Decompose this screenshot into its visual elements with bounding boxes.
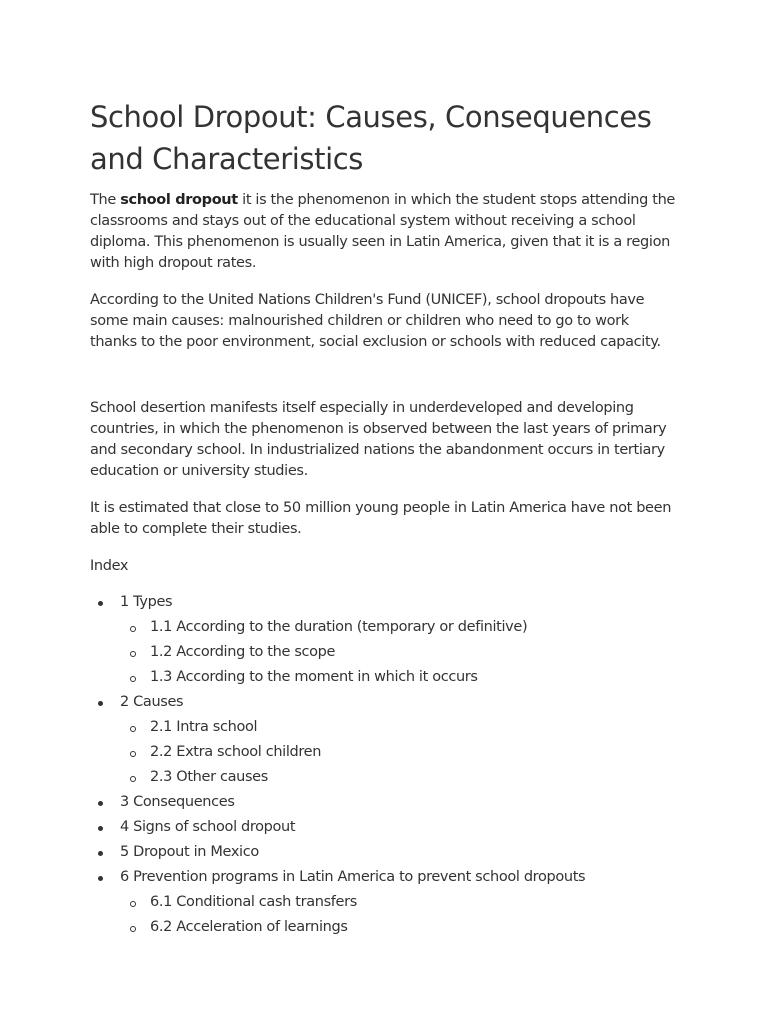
bullet-icon bbox=[98, 701, 103, 706]
toc-item-label[interactable]: 2 Causes bbox=[120, 694, 184, 710]
bullet-icon bbox=[98, 826, 103, 831]
toc-subitem-label[interactable]: 6.2 Acceleration of learnings bbox=[150, 919, 348, 935]
toc-subitem[interactable] bbox=[120, 917, 678, 938]
circle-bullet-icon bbox=[130, 651, 136, 657]
toc-subitem-label[interactable]: 2.1 Intra school bbox=[150, 719, 258, 735]
intro-rest: it is the phenomenon in which the student stops attending the classrooms and stays out of the educational system without receiving a school diploma. This phenomenon is usually seen in Latin America, given that it is a region with high dropout rates. bbox=[90, 192, 675, 271]
toc-subitem-label[interactable]: 2.3 Other causes bbox=[150, 769, 268, 785]
toc-item[interactable] bbox=[90, 692, 678, 788]
toc-sublist bbox=[120, 617, 678, 688]
toc-sublist bbox=[120, 717, 678, 788]
circle-bullet-icon bbox=[130, 726, 136, 732]
toc-subitem-label[interactable]: 1.1 According to the duration (temporary or definitive) bbox=[150, 619, 528, 635]
toc-subitem-label[interactable]: 2.2 Extra school children bbox=[150, 744, 322, 760]
circle-bullet-icon bbox=[130, 626, 136, 632]
intro-paragraph bbox=[90, 190, 678, 274]
desertion-paragraph: School desertion manifests itself especially in underdeveloped and developing countries, in which the phenomenon is observed between the last years of primary and secondary school. In industrialized nations the abandonment occurs in tertiary education or university studies. bbox=[90, 400, 667, 479]
bullet-icon bbox=[98, 876, 103, 881]
page-title: School Dropout: Causes, Consequences and Characteristics bbox=[90, 100, 652, 176]
toc-item[interactable] bbox=[90, 792, 678, 813]
toc-subitem[interactable] bbox=[120, 742, 678, 763]
toc-subitem-label[interactable]: 1.3 According to the moment in which it occurs bbox=[150, 669, 478, 685]
circle-bullet-icon bbox=[130, 926, 136, 932]
table-of-contents bbox=[90, 592, 678, 938]
unicef-paragraph: According to the United Nations Children's Fund (UNICEF), school dropouts have some main causes: malnourished children or children who need to go to work thanks to the poor environment, social exclusion or schools with reduced capacity. bbox=[90, 292, 661, 350]
intro-prefix: The bbox=[90, 192, 121, 208]
toc-item-label[interactable]: 5 Dropout in Mexico bbox=[120, 844, 259, 860]
toc-item-label[interactable]: 4 Signs of school dropout bbox=[120, 819, 296, 835]
circle-bullet-icon bbox=[130, 751, 136, 757]
toc-subitem[interactable] bbox=[120, 667, 678, 688]
toc-item[interactable] bbox=[90, 592, 678, 688]
intro-bold-term: school dropout bbox=[120, 192, 238, 208]
index-label: Index bbox=[90, 558, 129, 574]
toc-subitem[interactable] bbox=[120, 892, 678, 913]
toc-item[interactable] bbox=[90, 867, 678, 938]
estimate-paragraph: It is estimated that close to 50 million young people in Latin America have not been able to complete their studies. bbox=[90, 500, 672, 537]
toc-sublist bbox=[120, 892, 678, 938]
bullet-icon bbox=[98, 801, 103, 806]
bullet-icon bbox=[98, 851, 103, 856]
circle-bullet-icon bbox=[130, 776, 136, 782]
toc-subitem[interactable] bbox=[120, 767, 678, 788]
toc-subitem-label[interactable]: 1.2 According to the scope bbox=[150, 644, 336, 660]
toc-subitem[interactable] bbox=[120, 642, 678, 663]
toc-subitem-label[interactable]: 6.1 Conditional cash transfers bbox=[150, 894, 357, 910]
toc-item-label[interactable]: 1 Types bbox=[120, 594, 173, 610]
toc-item-label[interactable]: 6 Prevention programs in Latin America to prevent school dropouts bbox=[120, 869, 586, 885]
toc-item[interactable] bbox=[90, 842, 678, 863]
document-page bbox=[90, 96, 678, 942]
bullet-icon bbox=[98, 601, 103, 606]
circle-bullet-icon bbox=[130, 901, 136, 907]
toc-subitem[interactable] bbox=[120, 717, 678, 738]
toc-item-label[interactable]: 3 Consequences bbox=[120, 794, 235, 810]
toc-subitem[interactable] bbox=[120, 617, 678, 638]
toc-item[interactable] bbox=[90, 817, 678, 838]
circle-bullet-icon bbox=[130, 676, 136, 682]
